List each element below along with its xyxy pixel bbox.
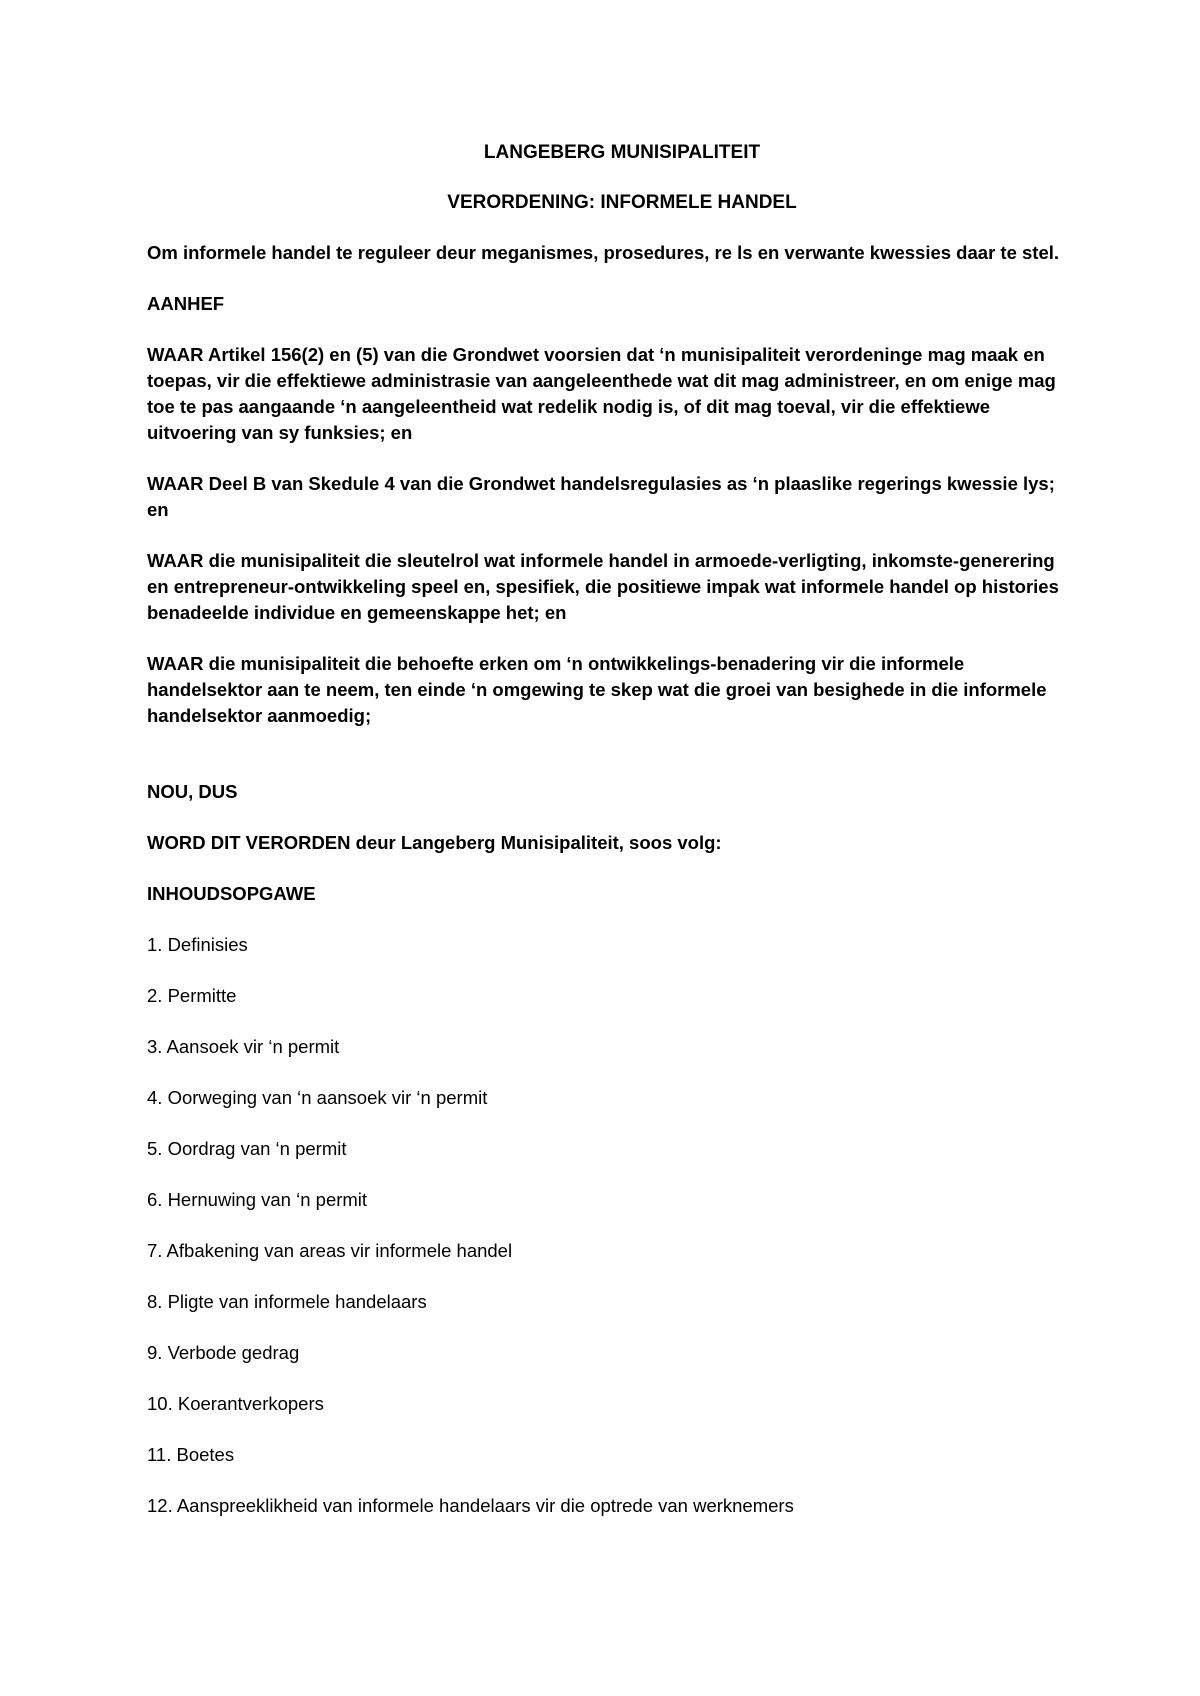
toc-item: 8. Pligte van informele handelaars [147,1291,427,1312]
document-title: LANGEBERG MUNISIPALITEIT [483,142,761,163]
whereas-clause-1: WAAR Artikel 156(2) en (5) van die Grondwet voorsien dat ‘n munisipaliteit verordeninge mag maak en toepas, vir die effektiewe administrasie van aangeleenthede wat dit mag administreer, en om enige mag toe te pas aangaande ‘n aangeleentheid wat redelik nodig is, of dit mag toeval, vir die effektiewe uitvoering van sy funksies; en [147,344,1056,443]
toc-heading: INHOUDSOPGAWE [147,883,316,904]
whereas-clause-4: WAAR die munisipaliteit die behoefte erken om ‘n ontwikkelings-benadering vir die informele handelsektor aan te neem, ten einde ‘n omgewing te skep wat die groei van besighede in die informele handelsektor aanmoedig; [147,653,1047,726]
purpose-statement: Om informele handel te reguleer deur meganismes, prosedures, re ls en verwante kwessies daar te stel. [147,242,1060,263]
now-therefore-heading: NOU, DUS [147,781,238,802]
preamble-heading: AANHEF [147,293,225,314]
whereas-clause-3: WAAR die munisipaliteit die sleutelrol wat informele handel in armoede-verligting, inkomste-generering en entrepreneur-ontwikkeling speel en, spesifiek, die positiewe impak wat informele handel op histories benadeelde individue en gemeenskappe het; en [147,550,1059,623]
toc-item: 12. Aanspreeklikheid van informele handelaars vir die optrede van werknemers [147,1495,794,1516]
toc-item: 2. Permitte [147,985,237,1006]
toc-item: 10. Koerantverkopers [147,1393,324,1414]
table-of-contents [147,932,1067,1519]
toc-item: 1. Definisies [147,934,248,955]
document-subtitle: VERORDENING: INFORMELE HANDEL [447,192,797,213]
document-body [147,140,1067,1544]
enactment-clause: WORD DIT VERORDEN deur Langeberg Munisipaliteit, soos volg: [147,832,722,853]
section-spacer [147,754,1067,779]
whereas-clause-2: WAAR Deel B van Skedule 4 van die Grondwet handelsregulasies as ‘n plaaslike regerings kwessie lys; en [147,473,1055,520]
toc-item: 7. Afbakening van areas vir informele handel [147,1240,513,1261]
toc-item: 11. Boetes [147,1444,235,1465]
toc-item: 3. Aansoek vir ‘n permit [147,1036,340,1057]
toc-item: 4. Oorweging van ‘n aansoek vir ‘n permit [147,1087,488,1108]
toc-item: 5. Oordrag van ‘n permit [147,1138,347,1159]
toc-item: 9. Verbode gedrag [147,1342,300,1363]
toc-item: 6. Hernuwing van ‘n permit [147,1189,368,1210]
